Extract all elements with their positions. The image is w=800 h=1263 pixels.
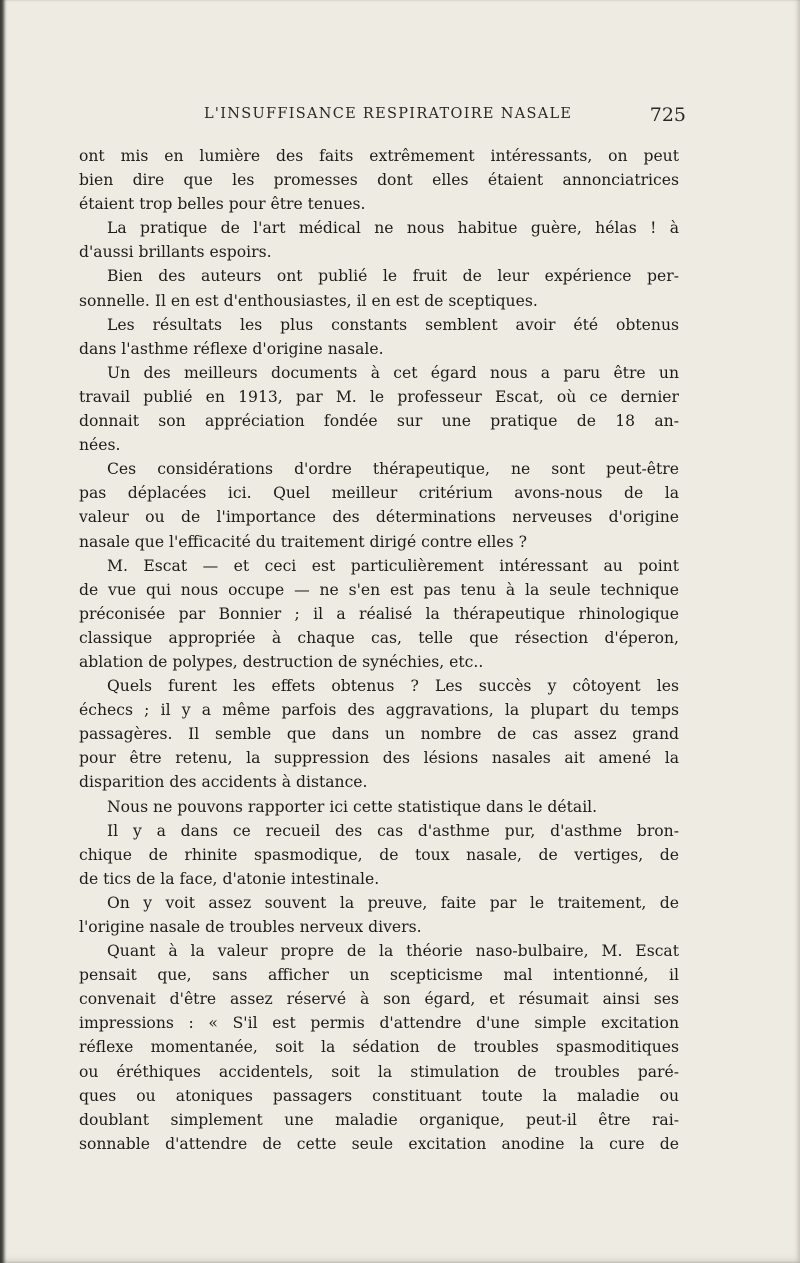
text-line: nées. (79, 436, 121, 455)
text-line: bien dire que les promesses dont elles étaient annonciatrices (79, 171, 679, 190)
text-line: La pratique de l'art médical ne nous habitue guère, hélas ! à (107, 219, 679, 238)
text-line: passagères. Il semble que dans un nombre de cas assez grand (79, 725, 679, 744)
text-line: ques ou atoniques passagers constituant toute la maladie ou (79, 1086, 679, 1105)
text-line: Quels furent les effets obtenus ? Les succès y côtoyent les (107, 677, 679, 696)
text-line: pour être retenu, la suppression des lésions nasales ait amené la (79, 749, 679, 768)
text-line: sonnelle. Il en est d'enthousiastes, il en est de sceptiques. (79, 291, 538, 310)
text-line: nasale que l'efficacité du traitement dirigé contre elles ? (79, 532, 527, 551)
text-line: de tics de la face, d'atonie intestinale. (79, 869, 380, 888)
text-line: Les résultats les plus constants semblent avoir été obtenus (107, 315, 679, 334)
text-line: Ces considérations d'ordre thérapeutique, ne sont peut-être (107, 460, 679, 479)
text-line: de vue qui nous occupe — ne s'en est pas tenu à la seule technique (79, 580, 679, 599)
text-line: convenait d'être assez réservé à son égard, et résumait ainsi ses (79, 990, 679, 1009)
text-line: échecs ; il y a même parfois des aggravations, la plupart du temps (79, 701, 679, 720)
text-line: d'aussi brillants espoirs. (79, 243, 272, 262)
text-line: ont mis en lumière des faits extrêmement intéressants, on peut (79, 147, 679, 165)
text-line: pensait que, sans afficher un scepticisme mal intentionné, il (79, 966, 679, 985)
text-line: impressions : « S'il est permis d'attendre d'une simple excitation (79, 1014, 679, 1033)
text-line: ablation de polypes, destruction de synéchies, etc.. (79, 652, 484, 671)
text-line: M. Escat — et ceci est particulièrement intéressant au point (107, 556, 679, 575)
text-line: On y voit assez souvent la preuve, faite par le traitement, de (107, 893, 679, 912)
text-line: Il y a dans ce recueil des cas d'asthme pur, d'asthme bron- (107, 821, 679, 840)
page-number: 725 (649, 104, 686, 126)
text-line: préconisée par Bonnier ; il a réalisé la thérapeutique rhinologique (79, 604, 679, 623)
text-line: Un des meilleurs documents à cet égard nous a paru être un (107, 363, 679, 382)
running-title: L'INSUFFISANCE RESPIRATOIRE NASALE (204, 106, 573, 122)
text-line: Nous ne pouvons rapporter ici cette statistique dans le détail. (107, 797, 598, 816)
text-line: étaient trop belles pour être tenues. (79, 195, 366, 214)
text-line: réflexe momentanée, soit la sédation de troubles spasmoditiques (79, 1038, 679, 1057)
text-line: classique appropriée à chaque cas, telle que résection d'éperon, (79, 628, 679, 647)
text-line: l'origine nasale de troubles nerveux divers. (79, 918, 422, 936)
text-line: sonnable d'attendre de cette seule excitation anodine la cure de (79, 1134, 679, 1153)
text-line: donnait son appréciation fondée sur une pratique de 18 an- (79, 412, 679, 431)
text-line: Quant à la valeur propre de la théorie naso-bulbaire, M. Escat (107, 942, 679, 961)
text-line: travail publié en 1913, par M. le professeur Escat, où ce dernier (79, 387, 679, 406)
text-line: doublant simplement une maladie organique, peut-il être rai- (79, 1110, 679, 1129)
text-line: disparition des accidents à distance. (79, 773, 368, 792)
text-line: pas déplacées ici. Quel meilleur critérium avons-nous de la (79, 484, 679, 503)
text-line: valeur ou de l'importance des déterminations nerveuses d'origine (79, 508, 679, 527)
body-text (79, 144, 679, 1156)
text-line: chique de rhinite spasmodique, de toux nasale, de vertiges, de (79, 845, 679, 864)
running-header (80, 104, 686, 128)
text-line: ou éréthiques accidentels, soit la stimulation de troubles paré- (79, 1062, 679, 1081)
text-line: Bien des auteurs ont publié le fruit de leur expérience per- (107, 267, 679, 286)
text-line: dans l'asthme réflexe d'origine nasale. (79, 339, 384, 358)
